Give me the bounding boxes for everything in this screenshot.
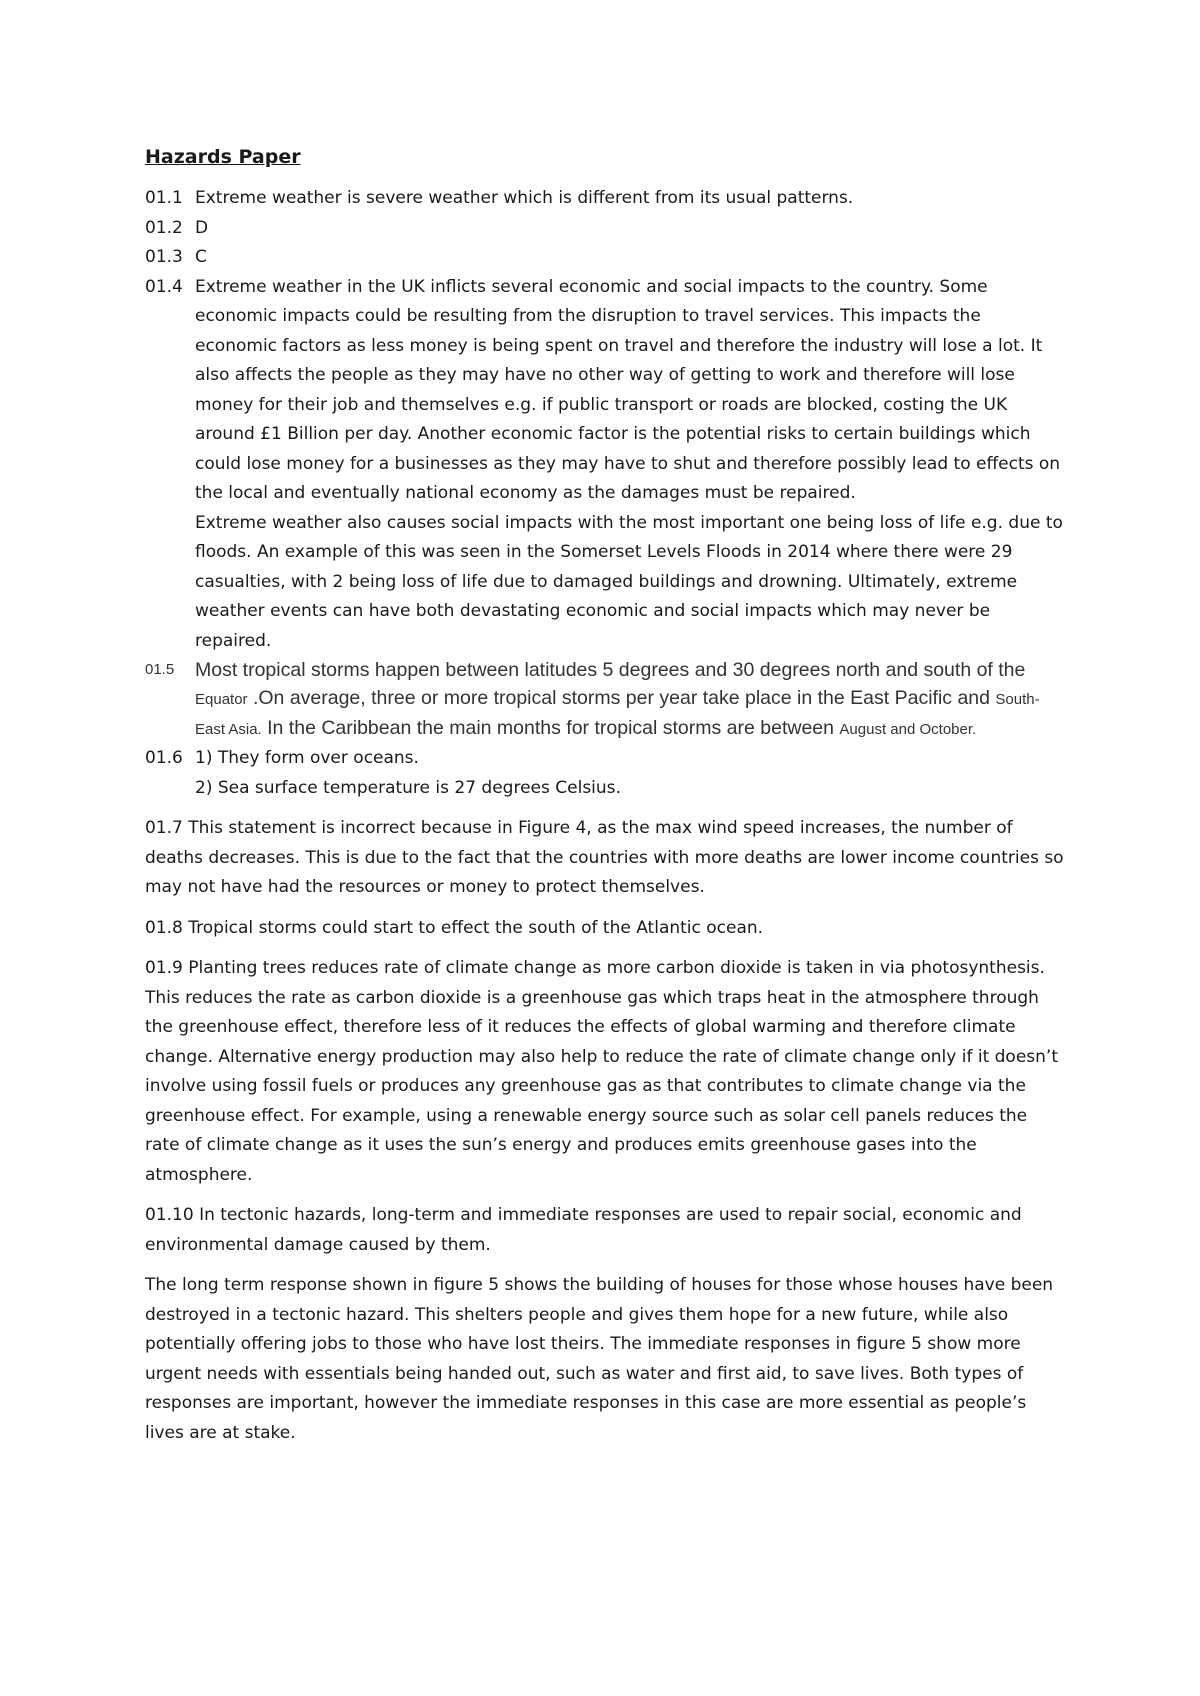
question-number: 01.1	[145, 188, 183, 208]
answer-01-1	[145, 184, 1065, 214]
answer-01-3	[145, 243, 1065, 273]
question-number: 01.5	[145, 661, 175, 678]
answer-01-5	[145, 656, 1065, 744]
question-number: 01.2	[145, 217, 183, 238]
document-page	[145, 146, 1065, 1448]
question-number: 01.4	[145, 276, 183, 297]
answer-01-2	[145, 214, 1065, 244]
answer-paragraph: Extreme weather in the UK inflicts several economic and social impacts to the country. Some economic impacts could be resulting from the disruption to travel services. This impacts the economic factors as less money is being spent on travel and therefore the industry will lose a lot. It also affects the people as they may have no other way of getting to work and therefore will lose money for their job and themselves e.g. if public transport or roads are blocked, costing the UK around £1 Billion per day. Another economic factor is the potential risks to certain buildings which could lose money for a businesses as they may have to shut and therefore possibly lead to effects on the local and eventually national economy as the damages must be repaired.	[195, 276, 1061, 503]
answer-01-8: 01.8 Tropical storms could start to effect the south of the Atlantic ocean.	[145, 917, 764, 938]
answer-01-10: 01.10 In tectonic hazards, long-term and immediate responses are used to repair social, economic and environmental damage caused by them.	[145, 1205, 1022, 1255]
question-number: 01.6	[145, 748, 183, 768]
text-run: In the Caribbean the main months for tropical storms are between	[261, 717, 840, 739]
answer-text: C	[195, 247, 207, 267]
answer-text: D	[195, 217, 209, 238]
answer-01-7: 01.7 This statement is incorrect because in Figure 4, as the max wind speed increases, the number of deaths decreases. This is due to the fact that the countries with more deaths are lower income countries so may not have had the resources or money to protect themselves.	[145, 818, 1064, 897]
page-title: Hazards Paper	[145, 146, 301, 168]
answer-text: Extreme weather is severe weather which is different from its usual patterns.	[195, 188, 854, 208]
answer-line: 2) Sea surface temperature is 27 degrees Celsius.	[195, 777, 621, 798]
answer-01-4	[145, 273, 1065, 657]
answer-line: 1) They form over oceans.	[195, 748, 419, 768]
text-run: South-East Asia.	[195, 691, 1040, 738]
answer-01-9: 01.9 Planting trees reduces rate of climate change as more carbon dioxide is taken in via photosynthesis. This reduces the rate as carbon dioxide is a greenhouse gas which traps heat in the atmosphere through the greenhouse effect, therefore less of it reduces the effects of global warming and therefore climate change. Alternative energy production may also help to reduce the rate of climate change only if it doesn’t involve using fossil fuels or produces any greenhouse gas as that contributes to climate change via the greenhouse effect. For example, using a renewable energy source such as solar cell panels reduces the rate of climate change as it uses the sun’s energy and produces emits greenhouse gases into the atmosphere.	[145, 958, 1058, 1185]
answer-paragraph: Extreme weather also causes social impacts with the most important one being loss of life e.g. due to floods. An example of this was seen in the Somerset Levels Floods in 2014 where there were 29 casualties, with 2 being loss of life due to damaged buildings and drowning. Ultimately, extreme weather events can have both devastating economic and social impacts which may never be repaired.	[195, 512, 1063, 651]
answer-text	[195, 656, 1065, 744]
text-run: August and October.	[839, 721, 977, 738]
question-number: 01.3	[145, 247, 183, 267]
answer-01-10-continued: The long term response shown in figure 5 shows the building of houses for those whose houses have been destroyed in a tectonic hazard. This shelters people and gives them hope for a new future, while also potentially offering jobs to those who have lost theirs. The immediate responses in figure 5 show more urgent needs with essentials being handed out, such as water and first aid, to save lives. Both types of responses are important, however the immediate responses in this case are more essential as people’s lives are at stake.	[145, 1275, 1054, 1443]
text-run: Most tropical storms happen between latitudes 5 degrees and 30 degrees north and south of the	[195, 659, 1026, 681]
answer-01-6	[145, 744, 1065, 803]
text-run: Equator	[195, 691, 248, 708]
text-run: .On average, three or more tropical storms per year take place in the East Pacific and	[247, 687, 996, 709]
